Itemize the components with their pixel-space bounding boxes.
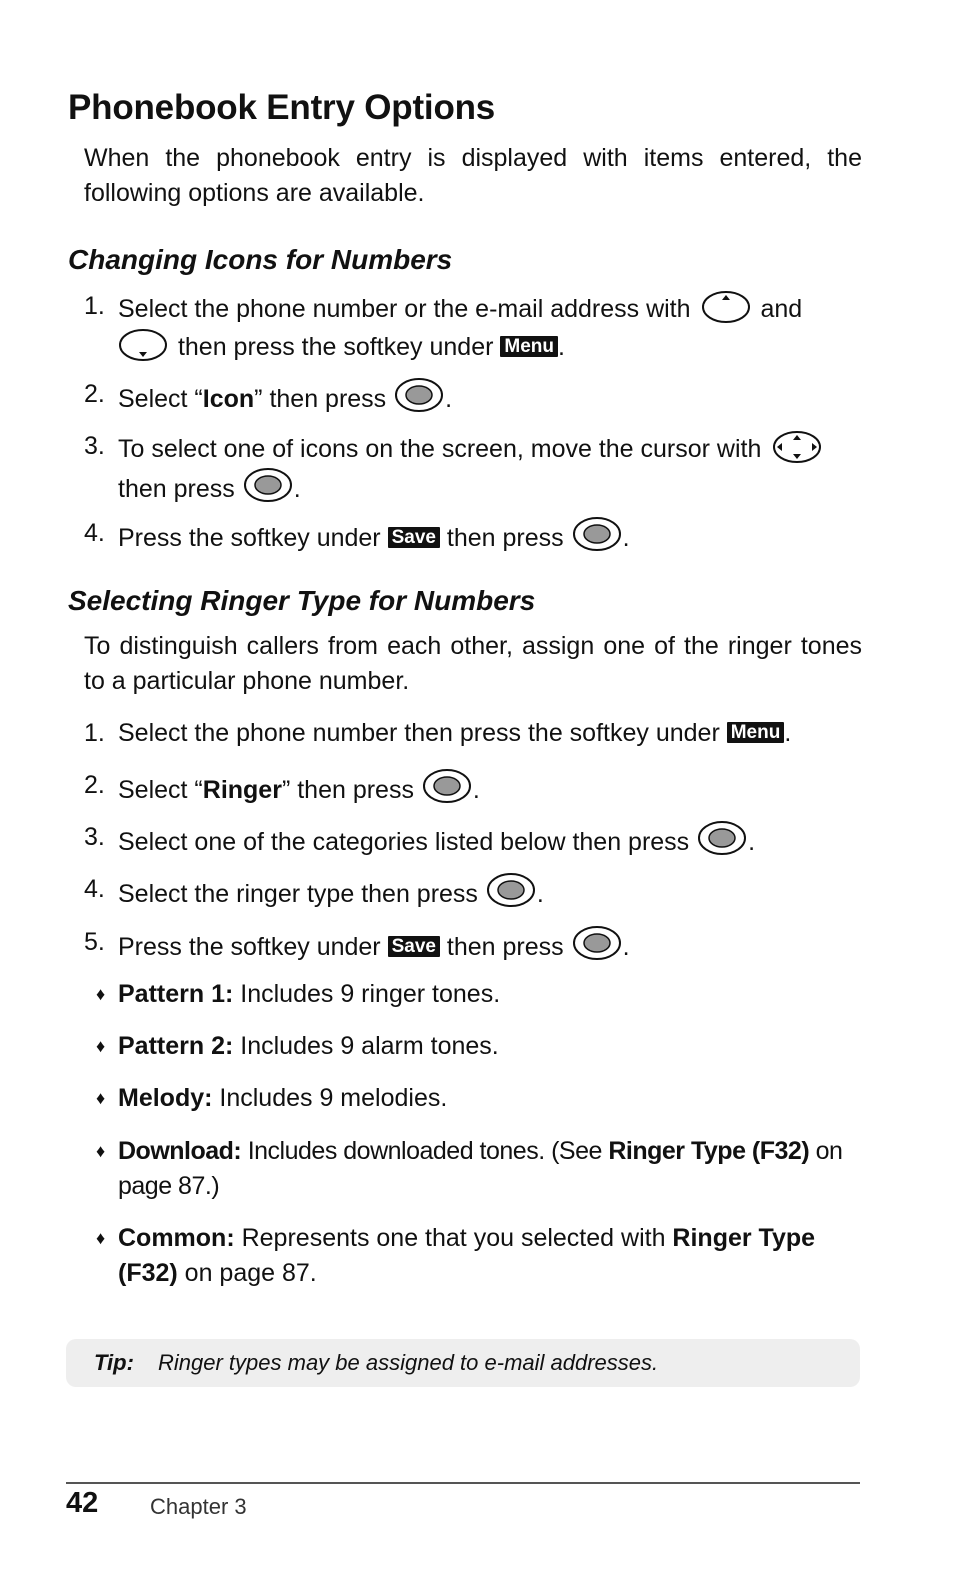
tip-label: Tip:: [94, 1350, 134, 1375]
nav-down-key-icon: [118, 327, 168, 363]
diamond-bullet-icon: ♦: [96, 1088, 106, 1108]
menu-softkey-label: Menu: [500, 336, 558, 357]
cross-reference-link: Ringer Type (F32): [118, 1224, 816, 1287]
bullet-common: ♦ Common: Represents one that you selected with Ringer Type (F32) on page 87.: [96, 1221, 862, 1291]
ringer-step-1: 1. Select the phone number then press the softkey under Menu .: [84, 719, 792, 747]
cross-reference-link: Ringer Type (F32): [608, 1137, 810, 1165]
icons-step-2: 2. Select “Icon” then press .: [84, 377, 862, 417]
ringer-step-5: 5. Press the softkey under Save then press .: [84, 925, 862, 965]
bullet-pattern-1: ♦ Pattern 1: Includes 9 ringer tones.: [96, 977, 862, 1012]
section-heading-icons: Changing Icons for Numbers: [68, 244, 453, 275]
ok-key-icon: [243, 467, 293, 503]
ok-key-icon: [422, 768, 472, 804]
tip-box: [66, 1339, 860, 1387]
save-softkey-label: Save: [388, 936, 440, 957]
ok-key-icon: [394, 377, 444, 413]
save-softkey-label: Save: [388, 527, 440, 548]
chapter-label: Chapter 3: [150, 1494, 247, 1519]
ringer-intro-paragraph: To distinguish callers from each other, assign one of the ringer tones to a particular phone number.: [84, 632, 862, 695]
bullet-melody: ♦ Melody: Includes 9 melodies.: [96, 1081, 862, 1116]
ringer-step-3: 3. Select one of the categories listed below then press .: [84, 820, 862, 860]
ok-key-icon: [572, 925, 622, 961]
ringer-step-4: 4. Select the ringer type then press .: [84, 872, 862, 912]
menu-softkey-label: Menu: [727, 722, 785, 743]
section-heading-ringer: Selecting Ringer Type for Numbers: [68, 585, 536, 616]
page-title: Phonebook Entry Options: [68, 88, 496, 127]
nav-up-key-icon: [701, 289, 751, 325]
tip-text: Ringer types may be assigned to e-mail addresses.: [158, 1350, 659, 1375]
icons-step-3: 3. To select one of icons on the screen, move the cursor with then press .: [84, 429, 862, 507]
diamond-bullet-icon: ♦: [96, 984, 106, 1004]
ringer-step-2: 2. Select “Ringer” then press .: [84, 768, 862, 808]
page-number: 42: [66, 1487, 99, 1519]
ok-key-icon: [572, 516, 622, 552]
diamond-bullet-icon: ♦: [96, 1141, 105, 1161]
diamond-bullet-icon: ♦: [96, 1036, 106, 1056]
footer-divider: [66, 1482, 860, 1484]
diamond-bullet-icon: ♦: [96, 1228, 106, 1248]
icons-step-1: 1. Select the phone number or the e-mail address with and then press the softkey under Menu .: [84, 289, 862, 365]
ok-key-icon: [697, 820, 747, 856]
ok-key-icon: [486, 872, 536, 908]
bullet-pattern-2: ♦ Pattern 2: Includes 9 alarm tones.: [96, 1029, 862, 1064]
nav-4way-key-icon: [771, 429, 823, 465]
intro-paragraph: When the phonebook entry is displayed with items entered, the following options are available.: [84, 144, 862, 207]
icons-step-4: 4. Press the softkey under Save then press .: [84, 516, 862, 556]
bullet-download: ♦ Download: Includes downloaded tones. (See Ringer Type (F32) on page 87.): [96, 1134, 862, 1204]
